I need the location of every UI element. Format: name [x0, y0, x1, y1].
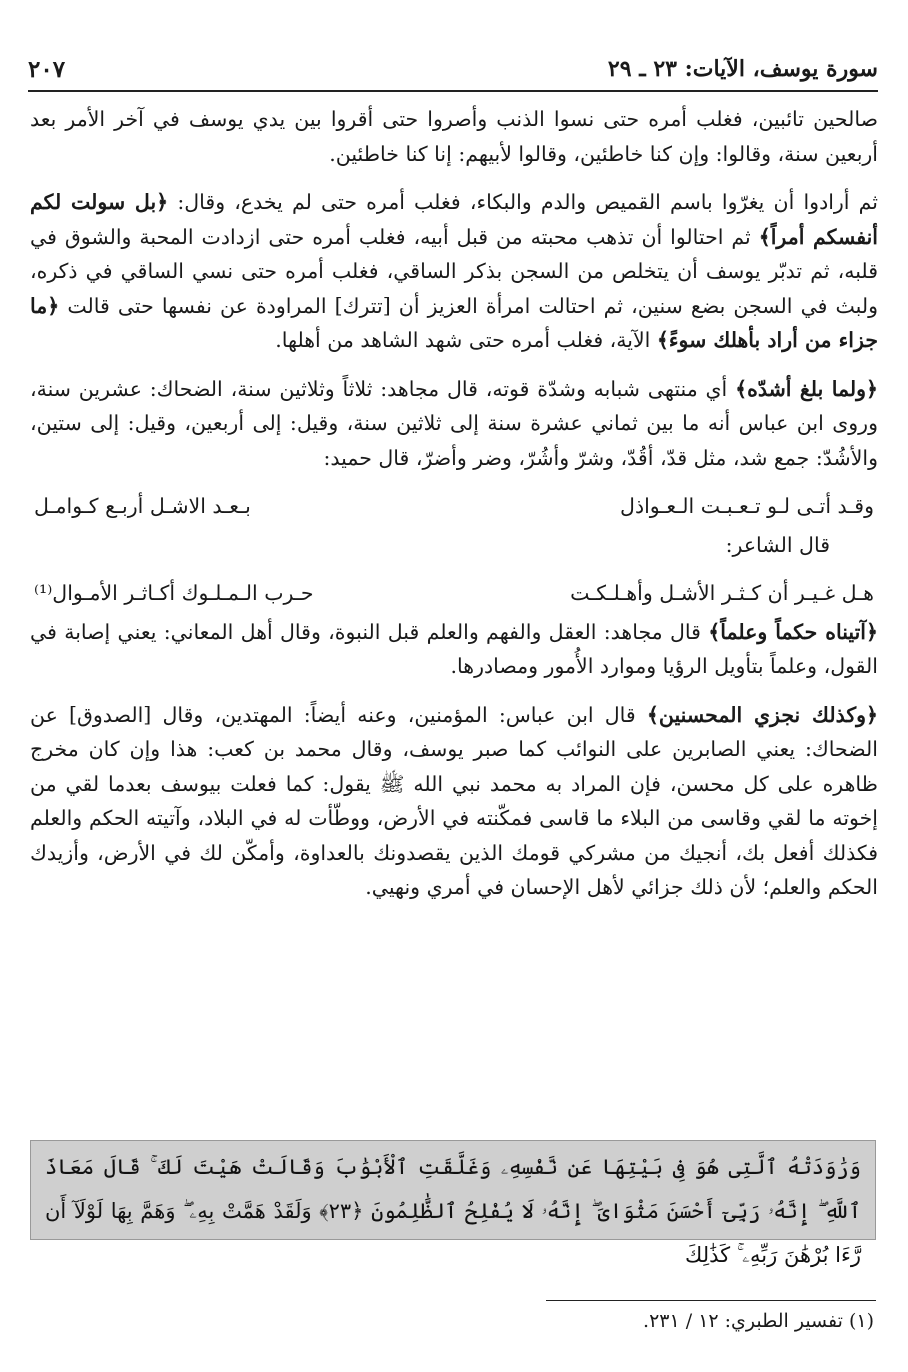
- paragraph-5: [30, 698, 878, 905]
- paragraph-2-text-c: الآية، فغلب أمره حتى شهد الشاهد من أهلها.: [275, 328, 657, 352]
- verse-1-second-hemistich: بـعـد الاشـل أربـع كـوامـل: [34, 494, 251, 518]
- page-header: [28, 48, 878, 92]
- quran-quote: ﴿آتيناه حكماً وعلماً﴾: [708, 619, 878, 644]
- quran-quote: ﴿ما جزاء من أراد بأهلك سوءً﴾: [30, 293, 878, 352]
- paragraph-2: [30, 185, 878, 358]
- quran-quote: ﴿بل سولت لكم أنفسكم أمراً﴾: [30, 190, 879, 249]
- verse-2-first-hemistich: هـل غـيـر أن كـثـر الأشـل وأهـلـكـت: [570, 581, 874, 605]
- poetry-verse-2: [30, 576, 878, 611]
- quran-verse-box: وَرَٰوَدَتْهُ ٱلَّتِى هُوَ فِى بَيْتِهَا عَن نَّفْسِهِۦ وَغَلَّقَتِ ٱلْأَبْوَٰبَ وَقَالَتْ هَيْتَ لَكَ ۚ قَالَ مَعَاذَ ٱللَّهِ ۖ إِنَّهُۥ رَبِّىٓ أَحْسَنَ مَثْوَاىَ ۖ إِنَّهُۥ لَا يُفْلِحُ ٱلظَّٰلِمُونَ ﴿٢٣﴾ وَلَقَدْ هَمَّتْ بِهِۦ ۖ وَهَمَّ بِهَا لَوْلَآ أَن رَّءَا بُرْهَٰنَ رَبِّهِۦ ۚ كَذَٰلِكَ: [30, 1140, 876, 1240]
- paragraph-4: [30, 615, 878, 684]
- poet-label: قال الشاعر:: [725, 532, 830, 557]
- verse-1-first-hemistich: وقـد أتـى لـو تـعـبـت الـعـواذل: [620, 494, 874, 518]
- poetry-verse-1: [30, 489, 878, 524]
- main-text: [30, 102, 878, 919]
- page-number: ٢٠٧: [28, 55, 66, 83]
- paragraph-2-text-a: ثم أرادوا أن يغرّوا باسم القميص والدم والبكاء، فغلب أمره حتى لم يخدع، وقال:: [168, 190, 879, 214]
- quran-quote: ﴿وكذلك نجزي المحسنين﴾: [646, 702, 878, 727]
- paragraph-2-text-b: ثم احتالوا أن تذهب محبته من قبل أبيه، فغلب أمره حتى ازدادت المحبة والشوق في قلبه، ثم تدبّر يوسف أن يتخلص من السجن بذكر الساقي، فغلب أمره حتى نسي الساقي في ذكره، ولبث في السجن بضع سنين، ثم احتالت امرأة العزيز أن [تترك] المراودة عن نفسها حتى قالت: [30, 224, 878, 318]
- paragraph-5-text: قال ابن عباس: المؤمنين، وعنه أيضاً: المهتدين، وقال [الصدوق] عن الضحاك: يعني الصابرين على النوائب كما صبر يوسف، وقال محمد بن كعب: هذا وإن كان مخرج ظاهره على كل محسن، فإن المراد به محمد نبي الله ﷺ يقول: كما فعلت بيوسف بعدما لقي من إخوته ما لقي وقاسى من البلاء ما قاسى فمكّنته في الأرض، ووطّأت له في البلاد، وآتيته الحكم والعلم فكذلك أفعل بك، أنجيك من مشركي قومك الذين يقصدونك بالعداوة، وأمكّن لك في الأرض، وأزيدك الحكم والعلم؛ لأن ذلك جزائي لأهل الإحسان في أمري ونهيي.: [30, 702, 878, 899]
- quran-quote: ﴿ولما بلغ أشدّه﴾: [735, 376, 878, 401]
- paragraph-3: [30, 372, 878, 476]
- paragraph-3-text: أي منتهى شبابه وشدّة قوته، قال مجاهد: ثلاثاً وثلاثين سنة، الضحاك: عشرين سنة، وروى ابن عباس أنه ما بين ثماني عشرة سنة إلى ثلاثين سنة، وقيل: إلى أربعين، وقيل: إلى ستين، والأشُدّ: جمع شد، مثل قدّ، أقُدّ، وشرّ وأشُرّ، وضر وأضرّ، قال حميد:: [30, 376, 878, 470]
- paragraph-1: صالحين تائبين، فغلب أمره حتى نسوا الذنب وأصروا حتى أقروا بين يدي يوسف في آخر الأمر بعد أربعين سنة، وقالوا: وإن كنا خاطئين، وقالوا لأبيهم: إنا كنا خاطئين.: [30, 107, 878, 166]
- running-title: سورة يوسف، الآيات: ٢٣ ـ ٢٩: [607, 56, 878, 82]
- verse-2-second-hemistich: حـرب الـمـلـوك أكـاثـر الأمـوال⁽¹⁾: [34, 581, 314, 605]
- footnote: (١) تفسير الطبري: ١٢ / ٢٣١.: [643, 1310, 874, 1332]
- footnote-rule: [546, 1300, 876, 1301]
- paragraph-4-text: قال مجاهد: العقل والفهم والعلم قبل النبوة، وقال أهل المعاني: يعني إصابة في القول، وعلماً بتأويل الرؤيا وموارد الأُمور ومصادرها.: [30, 619, 878, 678]
